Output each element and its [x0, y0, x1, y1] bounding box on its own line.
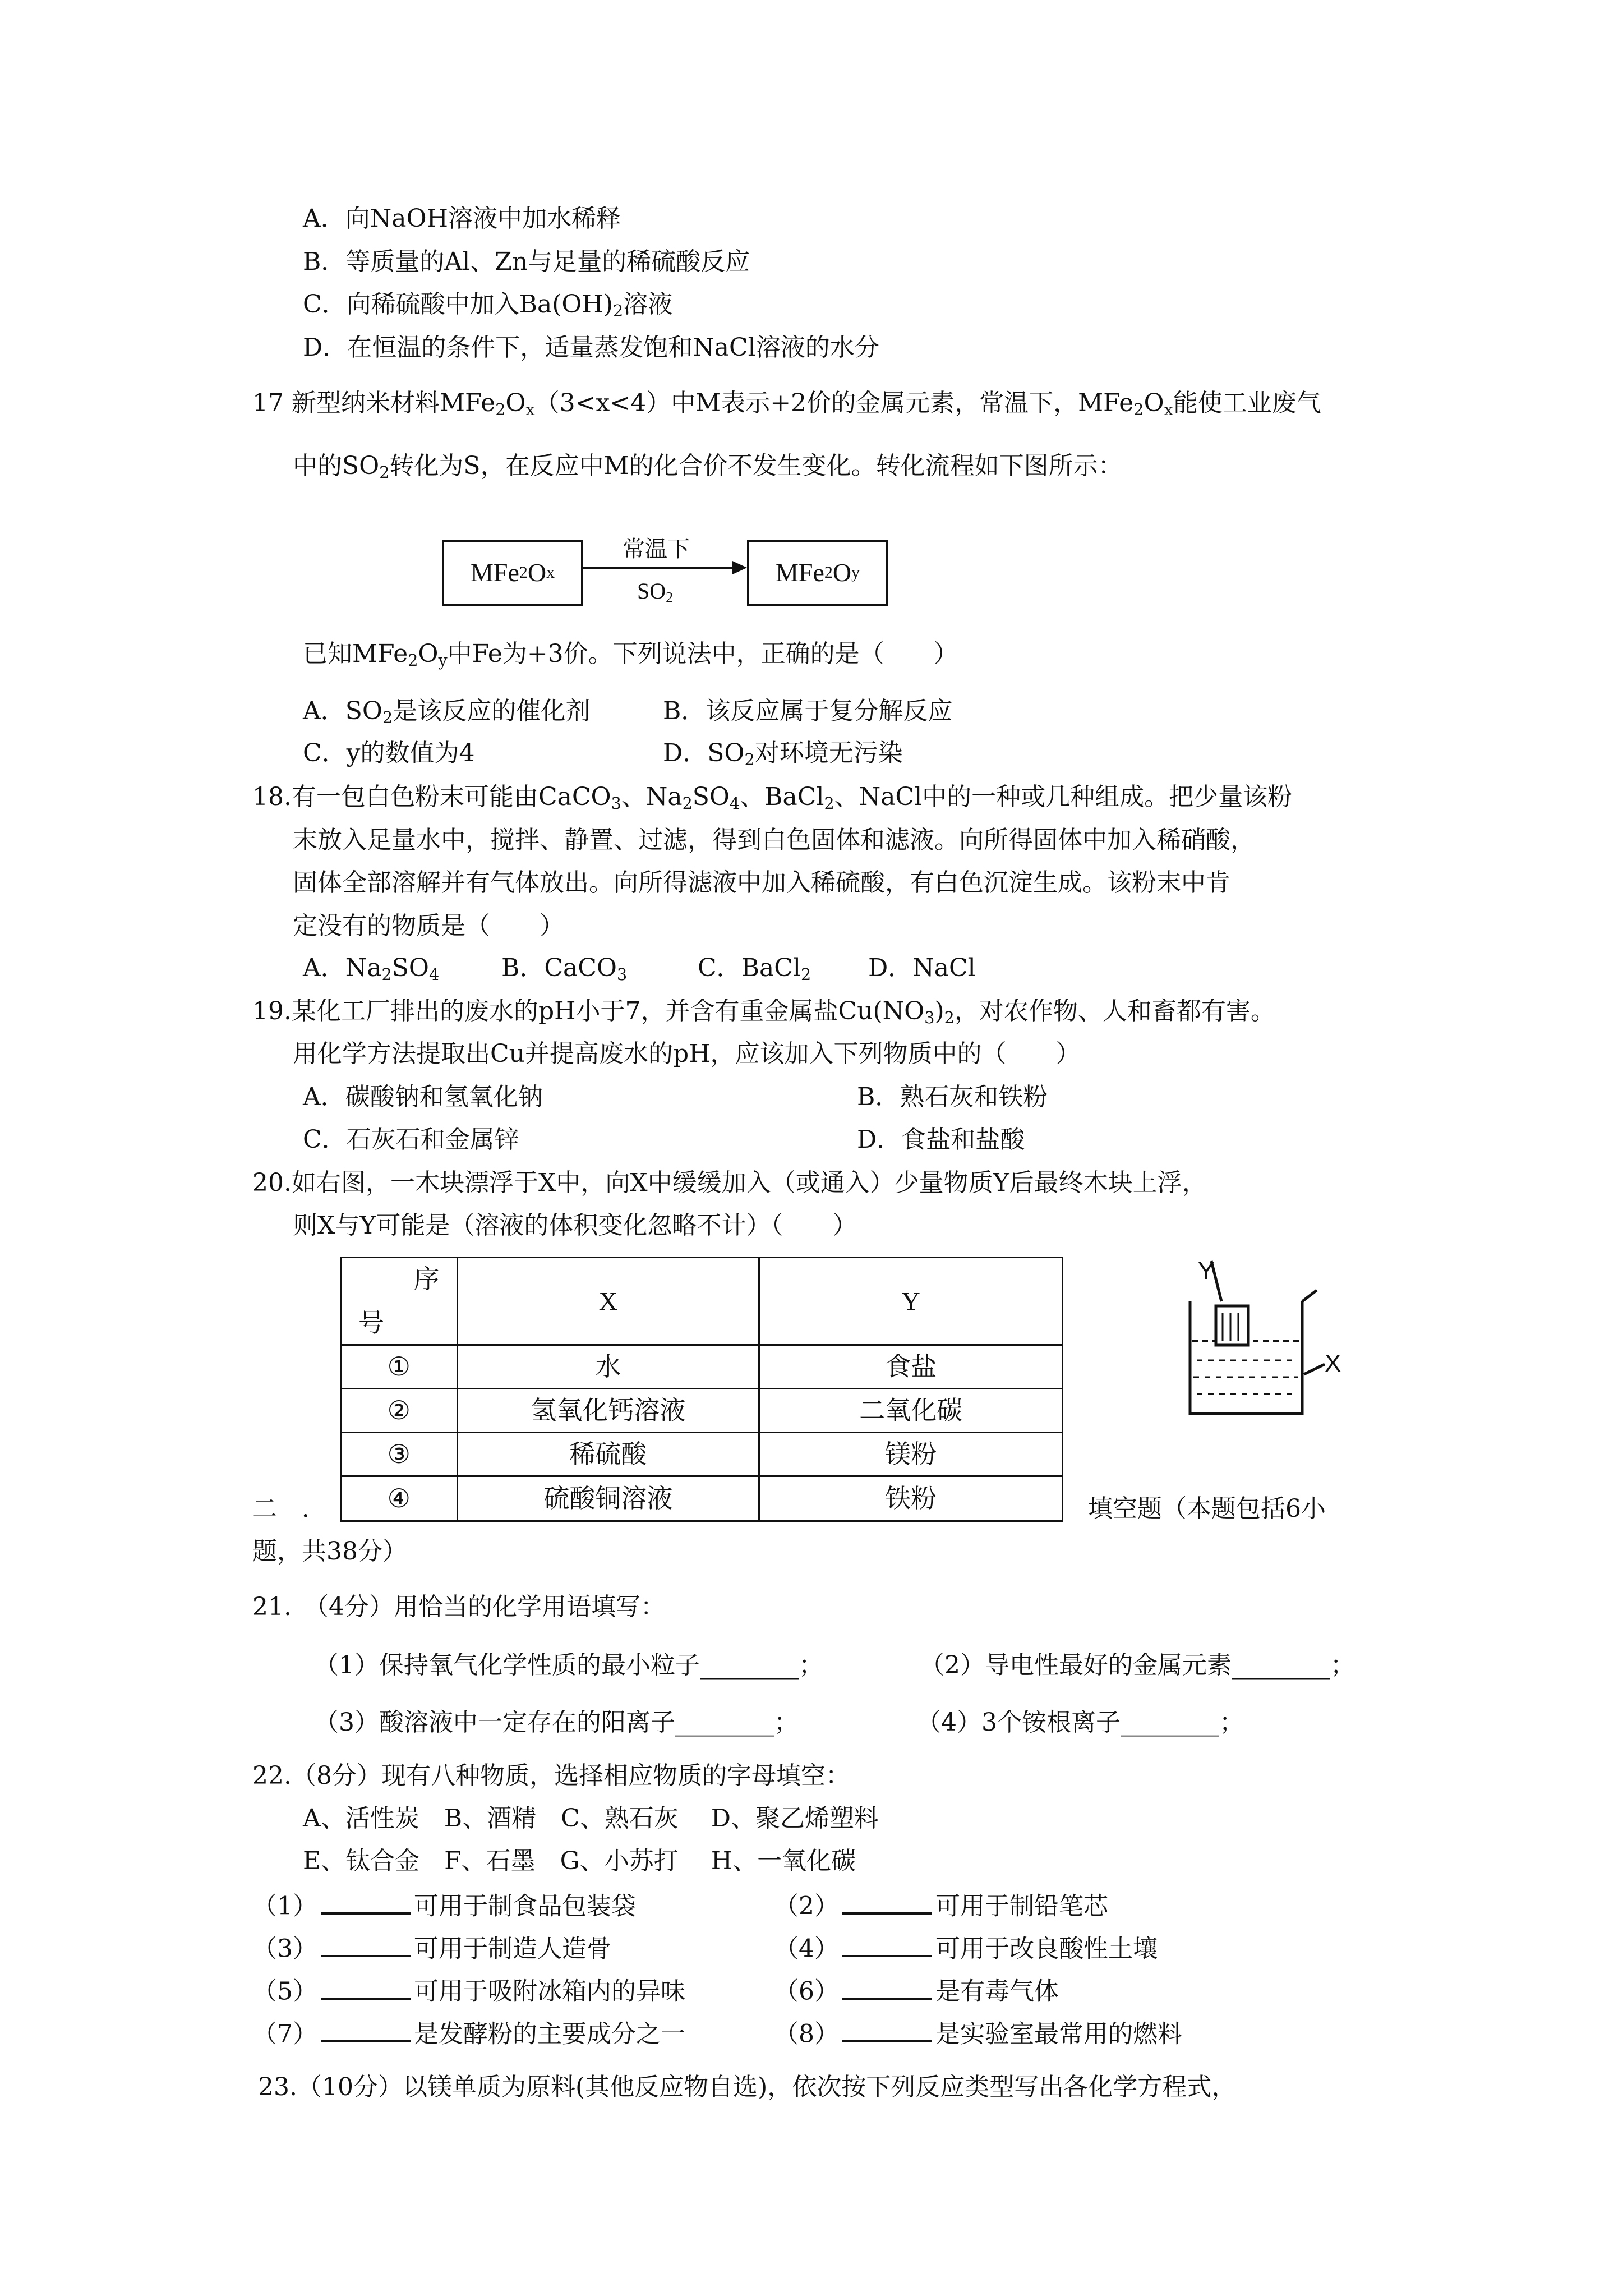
q22-item-7: （7） 是发酵粉的主要成分之一 — [252, 2018, 685, 2049]
cell-y: 二氧化碳 — [759, 1389, 1063, 1433]
q19-option-a: A．碳酸钠和氢氧化钠 — [303, 1083, 543, 1111]
q18-option-a: A．$Na_2SO_4$ — [303, 954, 440, 984]
section2-title-cont: 题，共38分） — [252, 1537, 407, 1566]
q22-item-3: （3） 可用于制造人造骨 — [252, 1932, 611, 1964]
cell-seq: ④ — [341, 1476, 458, 1521]
q18-option-d: D．NaCl — [868, 954, 976, 982]
cell-seq: ② — [341, 1389, 458, 1433]
q20-table — [340, 1257, 1063, 1522]
table-header-row — [341, 1258, 1063, 1345]
cell-seq: ③ — [341, 1433, 458, 1476]
q19-option-c: C．石灰石和金属锌 — [303, 1125, 519, 1154]
answer-blank[interactable] — [321, 1975, 411, 2000]
flow-arrow-condition: 常温下 — [623, 536, 690, 562]
answer-blank[interactable] — [321, 2018, 411, 2042]
q22-item-8: （8） 是实验室最常用的燃料 — [774, 2018, 1182, 2049]
section2-title: 填空题（本题包括6小 — [1088, 1494, 1326, 1523]
cell-x: 硫酸铜溶液 — [457, 1476, 759, 1521]
q21-stem: 21. （4分）用恰当的化学用语填写： — [252, 1593, 665, 1621]
q18-option-b: B．CaCO$_3$ — [501, 954, 628, 984]
q17-option-a: A．$SO_2$是该反应的催化剂 — [303, 697, 591, 728]
answer-blank[interactable] — [842, 1890, 932, 1915]
q22-item-2: （2） 可用于制铅笔芯 — [774, 1890, 1108, 1921]
q18-line2: 末放入足量水中，搅拌、静置、过滤，得到白色固体和滤液。向所得固体中加入稀硝酸， — [293, 826, 1255, 854]
q17-known: 已知$MFe_2O_y$中Fe为+3价。下列说法中，正确的是（ ） — [303, 639, 958, 670]
q19-option-d: D．食盐和盐酸 — [857, 1125, 1025, 1154]
q16-option-a: A．向NaOH溶液中加水稀释 — [303, 204, 621, 233]
q19-line2: 用化学方法提取出Cu并提高废水的pH，应该加入下列物质中的（ ） — [293, 1039, 1081, 1068]
q21-part4: （4）3个铵根离子________； — [916, 1708, 1244, 1737]
q17-stem-line1: 17 新型纳米材料$MFe_2O_x(3<x<4)$中M表示+2价的金属元素，常温下，$MFe_2O_x$能使工业废气 — [252, 389, 1321, 420]
q22-item-6: （6） 是有毒气体 — [774, 1975, 1059, 2007]
cell-y: 镁粉 — [759, 1433, 1063, 1476]
flow-reactant-box: MFe 2 O x — [442, 540, 583, 606]
q16-option-b: B．等质量的Al、Zn与足量的稀硫酸反应 — [303, 247, 750, 276]
liquid-hatch — [1193, 1360, 1298, 1394]
table-row — [341, 1345, 1063, 1389]
q22-stem: 22.（8分）现有八种物质，选择相应物质的字母填空： — [252, 1761, 850, 1790]
q19-line1: 19.某化工厂排出的废水的pH小于7，并含有重金属盐$Cu(NO_3)_2$，对农作物、人和畜都有害。 — [252, 997, 1275, 1028]
table-row — [341, 1433, 1063, 1476]
q22-choices-row2: E、钛合金 F、石墨 G、小苏打 H、一氧化碳 — [303, 1847, 856, 1875]
answer-blank[interactable] — [321, 1932, 411, 1957]
wood-block-icon — [1216, 1306, 1248, 1345]
q21-part1: （1）保持氧气化学性质的最小粒子________； — [314, 1651, 823, 1680]
cell-x: 水 — [457, 1345, 759, 1389]
header-y: Y — [759, 1258, 1063, 1345]
q17-option-d: D．$SO_2$对环境无污染 — [663, 739, 903, 770]
cell-x: 稀硫酸 — [457, 1433, 759, 1476]
flow-arrow-reagent: $SO_2$ — [637, 578, 674, 606]
q22-item-4: （4） 可用于改良酸性土壤 — [774, 1932, 1158, 1964]
cell-y: 食盐 — [759, 1345, 1063, 1389]
table-row — [341, 1476, 1063, 1521]
q17-option-c: C．y的数值为4 — [303, 739, 475, 767]
q18-option-c: C．BaCl$_2$ — [698, 954, 811, 984]
figure-label-x: X — [1325, 1350, 1341, 1377]
answer-blank[interactable] — [842, 2018, 932, 2042]
q19-option-b: B．熟石灰和铁粉 — [857, 1083, 1048, 1111]
answer-blank[interactable] — [321, 1890, 411, 1915]
q17-stem-line2: 中的$SO_2$转化为S，在反应中M的化合价不发生变化。转化流程如下图所示： — [293, 452, 1123, 482]
q20-line1: 20.如右图，一木块漂浮于X中，向X中缓缓加入（或通入）少量物质Y后最终木块上浮， — [252, 1168, 1207, 1197]
answer-blank[interactable] — [842, 1932, 932, 1957]
cell-x: 氢氧化钙溶液 — [457, 1389, 759, 1433]
q22-item-5: （5） 可用于吸附冰箱内的异味 — [252, 1975, 685, 2007]
flow-arrow-line — [583, 567, 744, 569]
q21-part2: （2）导电性最好的金属元素________； — [920, 1651, 1355, 1680]
q22-choices-row1: A、活性炭 B、酒精 C、熟石灰 D、聚乙烯塑料 — [303, 1804, 879, 1833]
q18-line4: 定没有的物质是（ ） — [293, 912, 564, 940]
table-row — [341, 1389, 1063, 1433]
q20-line2: 则X与Y可能是（溶液的体积变化忽略不计）（ ） — [293, 1211, 857, 1240]
header-x: X — [457, 1258, 759, 1345]
q17-option-b: B．该反应属于复分解反应 — [663, 697, 953, 725]
flow-arrow-head-icon — [732, 561, 747, 574]
answer-blank[interactable] — [842, 1975, 932, 2000]
q18-line1: 18.有一包白色粉末可能由CaCO$_3$、$Na_2SO_4$、BaCl$_2$、NaCl中的一种或几种组成。把少量该粉 — [252, 783, 1293, 813]
q23-stem: 23.（10分）以镁单质为原料(其他反应物自选)，依次按下列反应类型写出各化学方程式， — [258, 2073, 1237, 2101]
beaker-figure — [1178, 1257, 1346, 1425]
cell-seq: ① — [341, 1345, 458, 1389]
figure-label-y: Y — [1198, 1257, 1215, 1285]
q16-option-d: D．在恒温的条件下，适量蒸发饱和NaCl溶液的水分 — [303, 333, 879, 362]
q18-line3: 固体全部溶解并有气体放出。向所得滤液中加入稀硫酸，有白色沉淀生成。该粉末中肯 — [293, 868, 1230, 897]
section2-number: 二 ． — [252, 1494, 326, 1523]
flow-product-box: MFe 2 O y — [747, 540, 888, 606]
cell-y: 铁粉 — [759, 1476, 1063, 1521]
q21-part3: （3）酸溶液中一定存在的阳离子________； — [314, 1708, 799, 1737]
q22-item-1: （1） 可用于制食品包装袋 — [252, 1890, 636, 1921]
header-seq: 序 号 — [341, 1258, 458, 1345]
q16-option-c: C．向稀硫酸中加入$Ba(OH)_2$溶液 — [303, 290, 673, 321]
